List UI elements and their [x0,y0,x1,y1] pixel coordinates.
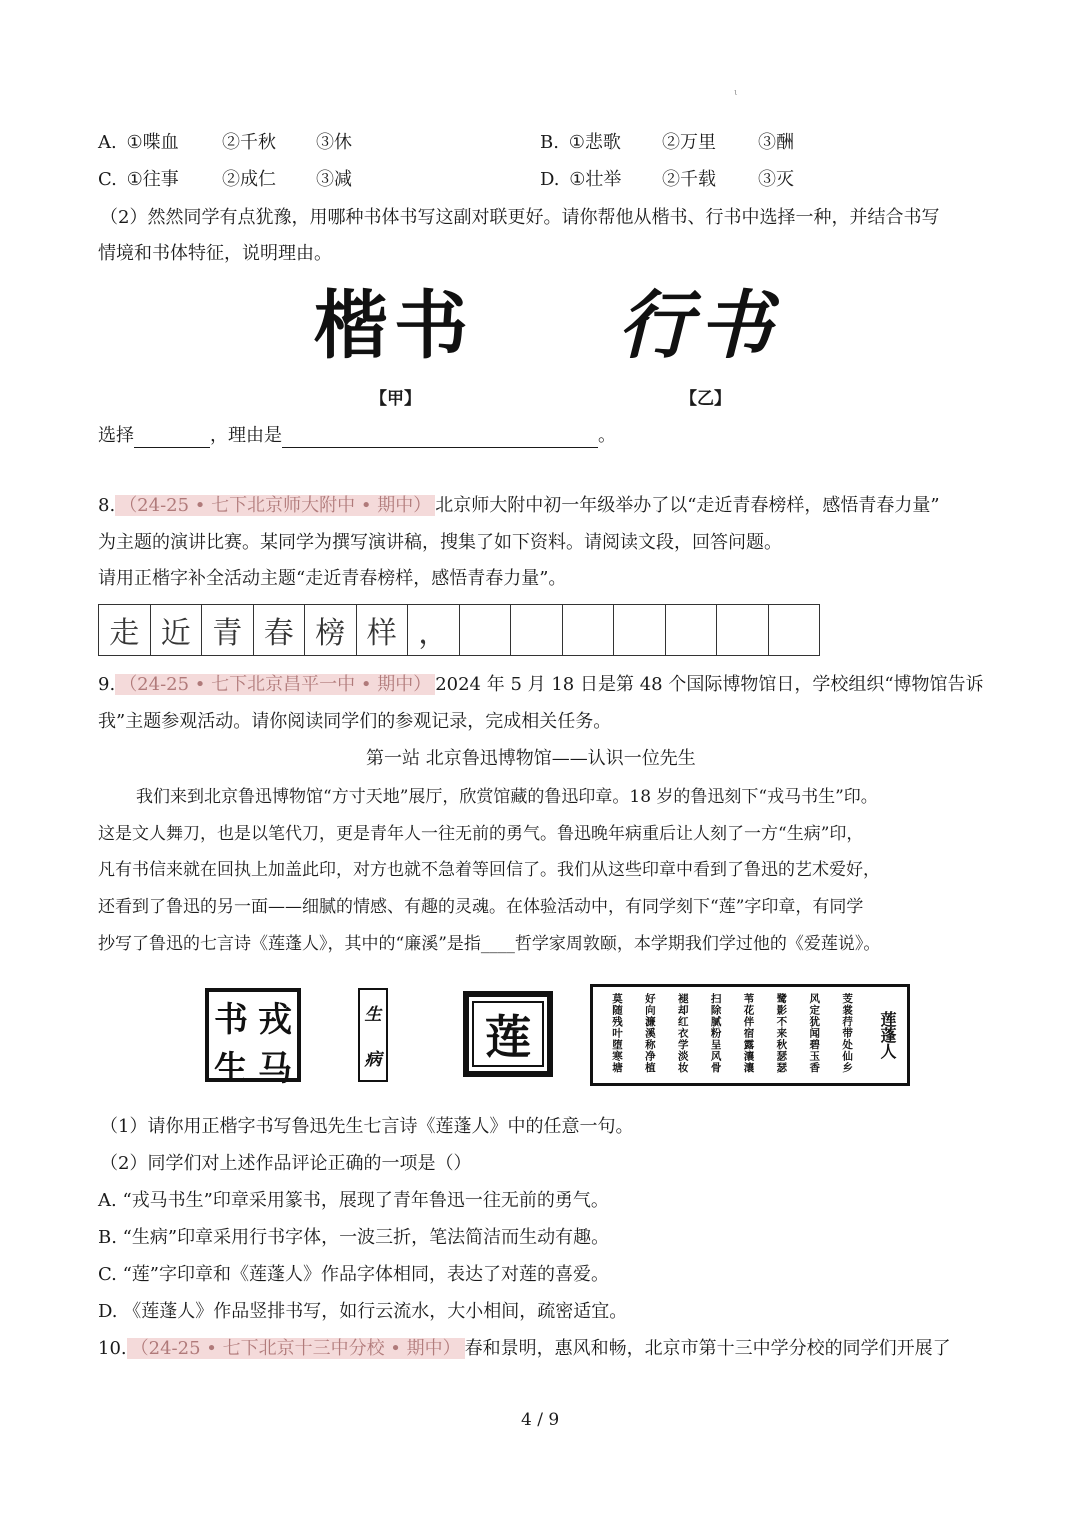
choose-blank[interactable] [134,427,210,448]
q10-line1 [98,1337,951,1361]
q9-number: 9. [98,674,116,695]
q9-option-d[interactable]: D. 《莲蓬人》作品竖排书写，如行云流水，大小相间，疏密适宜。 [98,1301,628,1322]
option-c-item1: ①往事 [126,169,179,190]
grid-cell-blank[interactable] [511,605,563,655]
para-line: 凡有书信来就在回执上加盖此印，对方也就不急着等回信了。我们从这些印章中看到了鲁迅的艺术爱好， [98,860,880,880]
page-number: 4 / 9 [521,1410,560,1430]
grid-cell: 青 [202,605,254,655]
grid-cell: 样 [357,605,409,655]
grid-cell: 走 [99,605,151,655]
seal2-char: 病 [364,1050,382,1070]
option-b-label: B. [540,132,559,153]
grid-cell: 榜 [305,605,357,655]
q9-option-c[interactable]: C. “莲”字印章和《莲蓬人》作品字体相同，表达了对莲的喜爱。 [98,1264,609,1285]
poem-column: 莫随残叶堕寒塘 [610,993,623,1074]
grid-cell: 近 [151,605,203,655]
q7-part2-line2: 情境和书体特征，说明理由。 [98,243,332,264]
reason-blank[interactable] [282,427,598,448]
q8-line1 [98,494,940,518]
option-c-item3: ③减 [316,169,352,190]
option-b [540,131,621,155]
q9-sub2: （2）同学们对上述作品评论正确的一项是（） [100,1153,472,1174]
option-a-label: A. [98,132,117,153]
q9-text1: 2024 年 5 月 18 日是第 48 个国际博物馆日，学校组织“博物馆告诉 [435,674,984,695]
q9-option-b[interactable]: B. “生病”印章采用行书字体，一波三折，笔法简洁而生动有趣。 [98,1227,610,1248]
q7-part2-line1: （2）然然同学有点犹豫，用哪种书体书写这副对联更好。请你帮他从楷书、行书中选择一种，并结合书写 [100,207,940,228]
grid-cell-blank[interactable] [717,605,769,655]
para-line: 这是文人舞刀，也是以笔代刀，更是青年人一往无前的勇气。鲁迅晚年病重后让人刻了一方“生病”印， [98,824,864,844]
xingshu-sample: 行书 [618,283,778,369]
q8-text3: 请用正楷字补全活动主题“走近青春榜样，感悟青春力量”。 [98,568,567,589]
grid-cell-blank[interactable] [769,605,820,655]
xingshu-label: 【乙】 [680,389,731,409]
kaishu-sample: 楷书 [314,283,474,369]
para-line: 抄写了鲁迅的七言诗《莲蓬人》，其中的“廉溪”是指____哲学家周敦颐，本学期我们学过他的《爱莲说》。 [98,934,881,954]
poem-column: 鹭影不来秋瑟瑟 [775,993,788,1074]
poem-column: 扫除腻粉呈风骨 [709,993,722,1074]
q10-text1: 春和景明，惠风和畅，北京市第十三中学分校的同学们开展了 [464,1338,951,1359]
q9-source-tag: （24-25 • 七下北京昌平一中 • 期中） [115,674,435,695]
grid-cell: 春 [254,605,306,655]
station-title: 第一站 北京鲁迅博物馆——认识一位先生 [366,748,696,769]
poem-column: 风定犹闻碧玉香 [808,993,821,1074]
grid-cell-blank[interactable] [666,605,718,655]
answer-line [98,424,616,448]
grid-cell-blank[interactable] [614,605,666,655]
option-a [98,131,179,155]
q9-option-a[interactable]: A. “戎马书生”印章采用篆书，展现了青年鲁迅一往无前的勇气。 [98,1190,609,1211]
answer-end: 。 [598,425,616,446]
grid-cell: ， [408,605,460,655]
seal1-char: 戎 [258,1000,292,1040]
option-c-label: C. [98,169,117,190]
q9-sub1: （1）请你用正楷字书写鲁迅先生七言诗《莲蓬人》中的任意一句。 [100,1116,634,1137]
option-c [98,168,179,192]
q9-text2: 我”主题参观活动。请你阅读同学们的参观记录，完成相关任务。 [98,711,612,732]
option-d [540,168,621,192]
seal1-char: 书 [214,1000,248,1040]
option-a-item3: ③休 [316,132,352,153]
reason-label: ，理由是 [210,425,282,446]
option-b-item2: ②万里 [662,132,716,153]
seal1-char: 马 [258,1049,292,1089]
poem-column: 好向濂溪称净植 [643,993,656,1074]
option-d-label: D. [540,169,560,190]
q8-text1: 北京师大附中初一年级举办了以“走近青春榜样，感悟青春力量” [435,495,940,516]
kaishu-label: 【甲】 [370,389,421,409]
poem-column: 芰裳荇带处仙乡 [841,993,854,1074]
poem-title: 莲蓬人 [878,1011,897,1059]
option-b-item1: ①悲歌 [568,132,621,153]
grid-cell-blank[interactable] [460,605,512,655]
seal3-char: 莲 [472,1001,544,1067]
q8-text2: 为主题的演讲比赛。某同学为撰写演讲稿，搜集了如下资料。请阅读文段，回答问题。 [98,532,782,553]
seal-rongma-shusheng [205,988,301,1089]
q8-source-tag: （24-25 • 七下北京师大附中 • 期中） [115,495,435,516]
para-line: 还看到了鲁迅的另一面——细腻的情感、有趣的灵魂。在体验活动中，有同学刻下“莲”字印章，有同学 [98,897,864,917]
seal-shengbing [358,988,388,1082]
q8-number: 8. [98,495,116,516]
option-a-item2: ②千秋 [222,132,276,153]
q10-source-tag: （24-25 • 七下北京十三中分校 • 期中） [127,1338,465,1359]
option-d-item1: ①壮举 [569,169,622,190]
q10-number: 10. [98,1338,127,1359]
option-c-item2: ②成仁 [222,169,276,190]
poem-column: 苇花伴宿露瀼瀼 [742,993,755,1074]
option-d-item3: ③灭 [758,169,794,190]
header-mark: ι [734,88,738,98]
poem-column: 褪却红衣学淡妆 [676,993,689,1074]
option-d-item2: ②千载 [662,169,716,190]
option-a-item1: ①喋血 [126,132,179,153]
seal2-char: 生 [364,1005,382,1025]
option-b-item3: ③酬 [758,132,794,153]
theme-grid [98,604,820,656]
q9-line1 [98,673,984,697]
choose-label: 选择 [98,425,134,446]
seal-lian [463,991,553,1077]
seal1-char: 生 [214,1049,248,1089]
grid-cell-blank[interactable] [563,605,615,655]
para-line: 我们来到北京鲁迅博物馆“方寸天地”展厅，欣赏馆藏的鲁迅印章。18 岁的鲁迅刻下“戎马书生”印。 [136,787,878,807]
poem-lianpengren [590,984,910,1086]
